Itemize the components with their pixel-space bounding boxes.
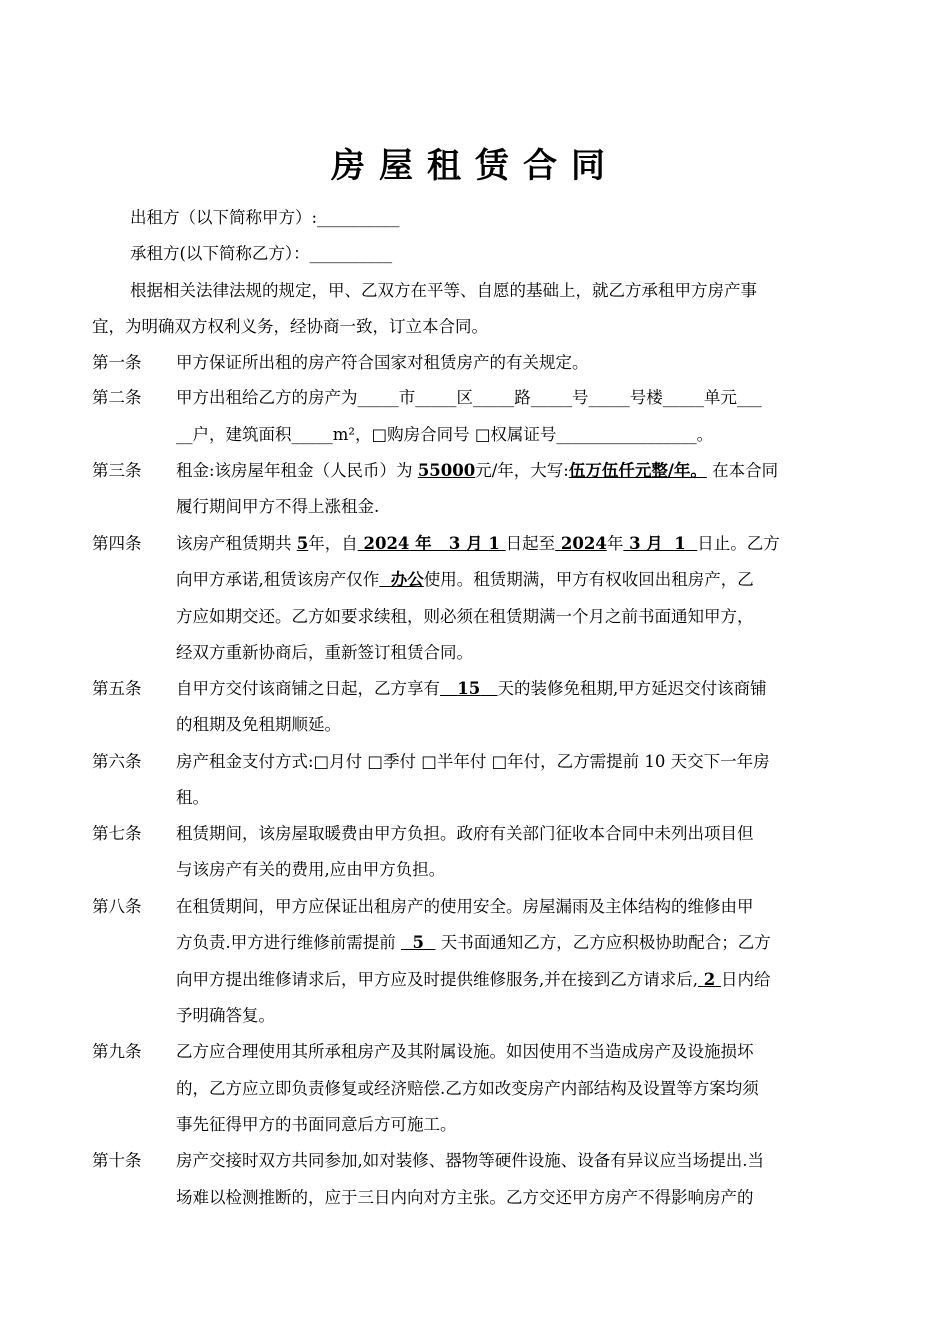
article-text: 甲方保证所出租的房产符合国家对租赁房产的有关规定。	[176, 353, 589, 372]
article-number: 第四条	[92, 534, 142, 553]
article-text: 予明确答复。	[176, 1006, 275, 1025]
article-text: 甲方出租给乙方的房产为_____市_____区_____路_____号_____号楼_____单元___	[176, 388, 762, 407]
use-label: 使用。租赁期满，甲方有权收回出租房产，乙	[423, 570, 754, 589]
page-title: 房屋租赁合同	[331, 146, 619, 186]
reply-label: 向甲方提出维修请求后，甲方应及时提供维修服务,并在接到乙方请求后,	[176, 970, 698, 989]
article-number: 第十条	[92, 1151, 142, 1170]
preamble-line-2: 宜，为明确双方权利义务，经协商一致，订立本合同。	[92, 317, 488, 336]
start-day: 1	[488, 534, 500, 553]
notice-label: 方负责.甲方进行维修前需提前	[176, 933, 396, 952]
use-label: 向甲方承诺,租赁该房产仅作	[176, 570, 380, 589]
article-text: 乙方应合理使用其所承租房产及其附属设施。如因使用不当造成房产及设施损坏	[176, 1042, 754, 1061]
reply-days: 2	[703, 970, 716, 989]
article-number: 第五条	[92, 679, 142, 698]
article-text	[176, 459, 778, 483]
rent-label: 元/年，大写:	[475, 461, 569, 480]
article-text	[176, 677, 767, 701]
article-text	[176, 568, 754, 592]
free-label: 天的装修免租期,甲方延迟交付该商铺	[497, 679, 767, 698]
notice-label: 天书面通知乙方，乙方应积极协助配合；乙方	[440, 933, 771, 952]
article-number: 第九条	[92, 1042, 142, 1061]
end-year: 2024	[560, 534, 607, 553]
article-text: 租。	[176, 788, 209, 807]
lessor-line: 出租方（以下简称甲方）:__________	[130, 208, 400, 227]
article-text: 的租期及免租期顺延。	[176, 715, 341, 734]
article-number: 第七条	[92, 824, 142, 843]
preamble-line-1: 根据相关法律法规的规定，甲、乙双方在平等、自愿的基础上，就乙方承租甲方房产事	[130, 281, 757, 300]
article-text: 与该房产有关的费用,应由甲方负担。	[176, 860, 446, 879]
article-number: 第二条	[92, 388, 142, 407]
article-text: 场难以检测推断的，应于三日内向对方主张。乙方交还甲方房产不得影响房产的	[176, 1188, 754, 1207]
free-days: 15	[457, 679, 481, 698]
reply-label: 日内给	[720, 970, 771, 989]
article-text: 在租赁期间，甲方应保证出租房产的使用安全。房屋漏雨及主体结构的维修由甲	[176, 897, 754, 916]
lease-years: 5	[296, 534, 309, 553]
article-number: 第一条	[92, 353, 142, 372]
article-text: 事先征得甲方的书面同意后方可施工。	[176, 1115, 457, 1134]
start-year: 2024	[363, 534, 410, 553]
free-label: 自甲方交付该商铺之日起，乙方享有	[176, 679, 440, 698]
article-text: 房产交接时双方共同参加,如对装修、器物等硬件设施、设备有异议应当场提出.当	[176, 1151, 764, 1170]
lessee-line: 承租方(以下简称乙方）：__________	[130, 244, 393, 263]
rent-label: 在本合同	[712, 461, 779, 480]
lease-use: 办公	[390, 570, 424, 589]
article-number: 第八条	[92, 897, 142, 916]
article-text: 租赁期间，该房屋取暖费由甲方负担。政府有关部门征收本合同中未列出项目但	[176, 824, 754, 843]
article-number: 第六条	[92, 752, 142, 771]
end-day: 1	[674, 534, 686, 553]
notice-days: 5	[412, 933, 424, 952]
article-text	[176, 968, 770, 992]
article-text: 履行期间甲方不得上涨租金.	[176, 497, 380, 516]
end-month: 3	[629, 534, 641, 553]
article-text: 经双方重新协商后，重新签订租赁合同。	[176, 643, 473, 662]
article-text: __户，建筑面积_____m²，□购房合同号 □权属证号_________________。	[176, 425, 714, 444]
article-text: 的，乙方应立即负责修复或经济赔偿.乙方如改变房产内部结构及设置等方案均须	[176, 1079, 759, 1098]
article-number: 第三条	[92, 461, 142, 480]
rent-amount: 55000	[417, 461, 476, 480]
article-text	[176, 931, 771, 955]
start-month: 3	[448, 534, 461, 553]
rent-label: 租金:该房屋年租金（人民币）为	[176, 461, 413, 480]
rent-amount-words: 伍万伍仟元整/年。	[568, 461, 707, 480]
article-text: 房产租金支付方式:□月付 □季付 □半年付 □年付，乙方需提前 10 天交下一年房	[176, 752, 770, 771]
article-text: 方应如期交还。乙方如要求续租，则必须在租赁期满一个月之前书面通知甲方，	[176, 607, 754, 626]
article-text: 该房产租赁期共 5年，自 2024 年 3 月 1 日起至 2024年 3 月 1 日止。乙方	[176, 534, 780, 553]
